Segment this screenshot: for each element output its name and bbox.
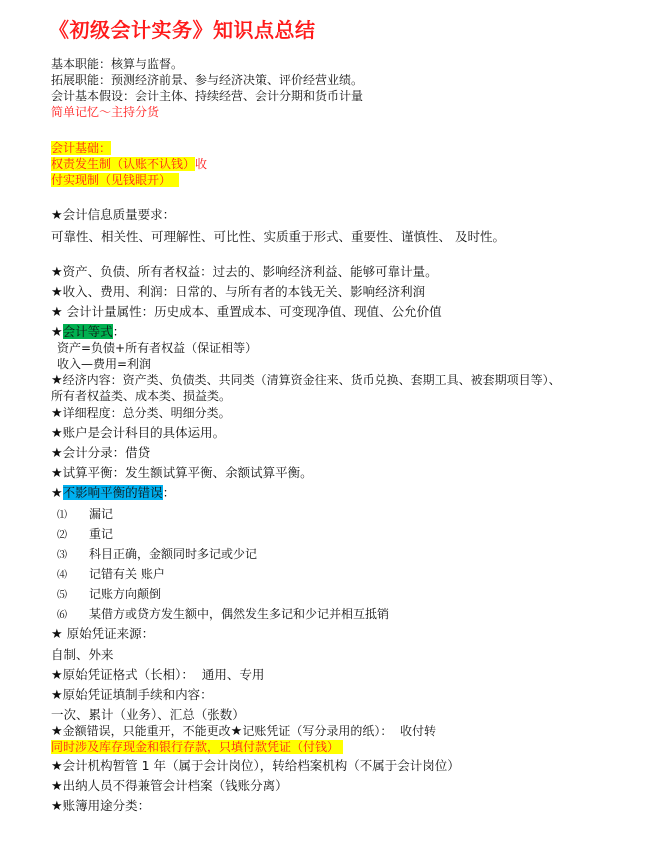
error-item-number: ⑷: [57, 570, 67, 581]
error-item-number: ⑶: [57, 550, 67, 561]
accounting-basis-heading: [51, 140, 111, 156]
accrual-basis-tail: 收: [195, 157, 208, 171]
voucher-format-text: 原始凭证格式（长相）： 通用、专用: [62, 667, 265, 682]
errors-heading-tail: ：: [162, 485, 176, 500]
error-item-number: ⑵: [57, 530, 67, 541]
star-icon: ★: [51, 668, 63, 683]
error-item-text: 重记: [89, 527, 114, 541]
book-usage-text: 账簿用途分类：: [62, 798, 151, 813]
voucher-procedure-items: 一次、累计（业务）、汇总（张数）: [51, 707, 245, 722]
star-icon: ★: [51, 779, 63, 794]
measurement-line: [51, 304, 442, 321]
cashier-rule-line: [51, 778, 288, 795]
star-icon: ★: [51, 265, 63, 280]
star-icon: ★: [51, 724, 63, 739]
cash-basis-line: [51, 172, 179, 188]
detail-level-text: 详细程度：总分类、明细分类。: [62, 406, 231, 420]
source-voucher-heading: [51, 626, 154, 643]
quality-items: 可靠性、相关性、可理解性、可比性、实质重于形式、重要性、谨慎性、 及时性。: [51, 229, 505, 244]
star-icon: ★: [51, 688, 63, 703]
equation-heading-highlight: 会计等式: [62, 324, 113, 339]
errors-heading: [51, 485, 175, 502]
archive-custody-text: 会计机构暂管 1 年（属于会计岗位），转给档案机构（不属于会计岗位）: [62, 758, 460, 773]
star-icon: ★: [51, 466, 63, 481]
trial-balance-line: [51, 465, 313, 482]
measurement-text: 会计计量属性：历史成本、重置成本、可变现净值、现值、公允价值: [62, 304, 442, 319]
star-icon: ★: [51, 305, 63, 320]
error-item: [57, 506, 113, 524]
error-item-number: ⑹: [57, 610, 67, 621]
correction-text-b: 记账凭证（写分录用的纸）： 收付转: [242, 724, 436, 738]
journal-entry-line: [51, 445, 150, 462]
account-usage-line: [51, 425, 225, 442]
equation-heading-tail: ：: [112, 324, 126, 339]
trial-balance-text: 试算平衡：发生额试算平衡、余额试算平衡。: [62, 465, 313, 480]
basic-assumptions: 会计基本假设：会计主体、持续经营、会计分期和货币计量: [51, 89, 364, 103]
assets-text: 资产、负债、所有者权益：过去的、影响经济利益、能够可靠计量。: [62, 264, 438, 279]
star-icon: ★: [51, 285, 63, 300]
cashier-rule-text: 出纳人员不得兼管会计档案（钱账分离）: [62, 778, 288, 793]
economic-content-text: 经济内容：资产类、负债类、共同类（清算资金往来、货币兑换、套期工具、被套期项目等）、: [62, 373, 561, 387]
source-voucher-items: 自制、外来: [51, 647, 114, 662]
voucher-format-line: [51, 667, 264, 684]
error-item-text: 记账方向颠倒: [89, 587, 162, 601]
cash-basis-highlight: 付实现制（见钱眼开）: [51, 173, 179, 187]
error-item-text: 某借方或贷方发生额中，偶然发生多记和少记并相互抵销: [89, 607, 390, 621]
error-item-number: ⑴: [57, 510, 67, 521]
accounting-basis-heading-highlight: 会计基础：: [51, 141, 112, 155]
star-icon: ★: [51, 759, 63, 774]
voucher-procedure-heading: [51, 687, 213, 704]
star-icon: ★: [51, 627, 63, 642]
star-icon: ★: [51, 426, 63, 441]
errors-heading-highlight: 不影响平衡的错误: [62, 485, 163, 500]
quality-heading-text: 会计信息质量要求：: [62, 207, 176, 222]
account-usage-text: 账户是会计科目的具体运用。: [62, 425, 226, 440]
accrual-basis-highlight: 权责发生制（认账不认钱）: [51, 157, 196, 171]
star-icon: ★: [230, 724, 243, 739]
basic-functions: 基本职能：核算与监督。: [51, 57, 184, 71]
star-icon: ★: [51, 373, 63, 388]
archive-custody-line: [51, 758, 460, 775]
book-usage-line: [51, 798, 150, 815]
equation-1: 资产=负债+所有者权益（保证相等）: [57, 341, 258, 355]
error-item-text: 科目正确，金额同时多记或少记: [89, 547, 258, 561]
journal-entry-text: 会计分录：借贷: [62, 445, 151, 460]
correction-text-a: 金额错误，只能重开，不能更改: [62, 724, 231, 738]
error-item-text: 记错有关 账户: [89, 567, 165, 581]
star-icon: ★: [51, 799, 63, 814]
quality-heading: [51, 207, 175, 224]
star-icon: ★: [51, 208, 63, 223]
source-voucher-heading-text: 原始凭证来源：: [62, 626, 155, 641]
error-item: [57, 566, 165, 584]
detail-level-line: [51, 405, 231, 422]
economic-content-cont: 所有者权益类、成本类、损益类。: [51, 389, 232, 403]
economic-content-line: [51, 372, 561, 389]
mnemonic-note: 简单记忆～主持分货: [51, 105, 160, 119]
document-title: 《初级会计实务》知识点总结: [49, 18, 316, 42]
income-line: [51, 284, 425, 301]
error-item: [57, 586, 161, 604]
assets-line: [51, 264, 438, 281]
error-item-text: 漏记: [89, 507, 114, 521]
cash-bank-rule-highlight: 同时涉及库存现金和银行存款，只填付款凭证（付钱）: [51, 740, 343, 754]
star-icon: ★: [51, 325, 63, 340]
accrual-basis-line: [51, 156, 207, 172]
correction-line: [51, 723, 436, 740]
extended-functions: 拓展职能：预测经济前景、参与经济决策、评价经营业绩。: [51, 73, 364, 87]
equation-2: 收入—费用=利润: [57, 357, 152, 371]
star-icon: ★: [51, 406, 63, 421]
income-text: 收入、费用、利润：日常的、与所有者的本钱无关、影响经济利润: [62, 284, 426, 299]
voucher-procedure-heading-text: 原始凭证填制手续和内容：: [62, 687, 213, 702]
star-icon: ★: [51, 446, 63, 461]
error-item: [57, 526, 113, 544]
error-item: [57, 606, 389, 624]
error-item-number: ⑸: [57, 590, 67, 601]
star-icon: ★: [51, 486, 63, 501]
error-item: [57, 546, 257, 564]
cash-bank-rule: [51, 739, 343, 755]
equation-heading: [51, 324, 125, 341]
